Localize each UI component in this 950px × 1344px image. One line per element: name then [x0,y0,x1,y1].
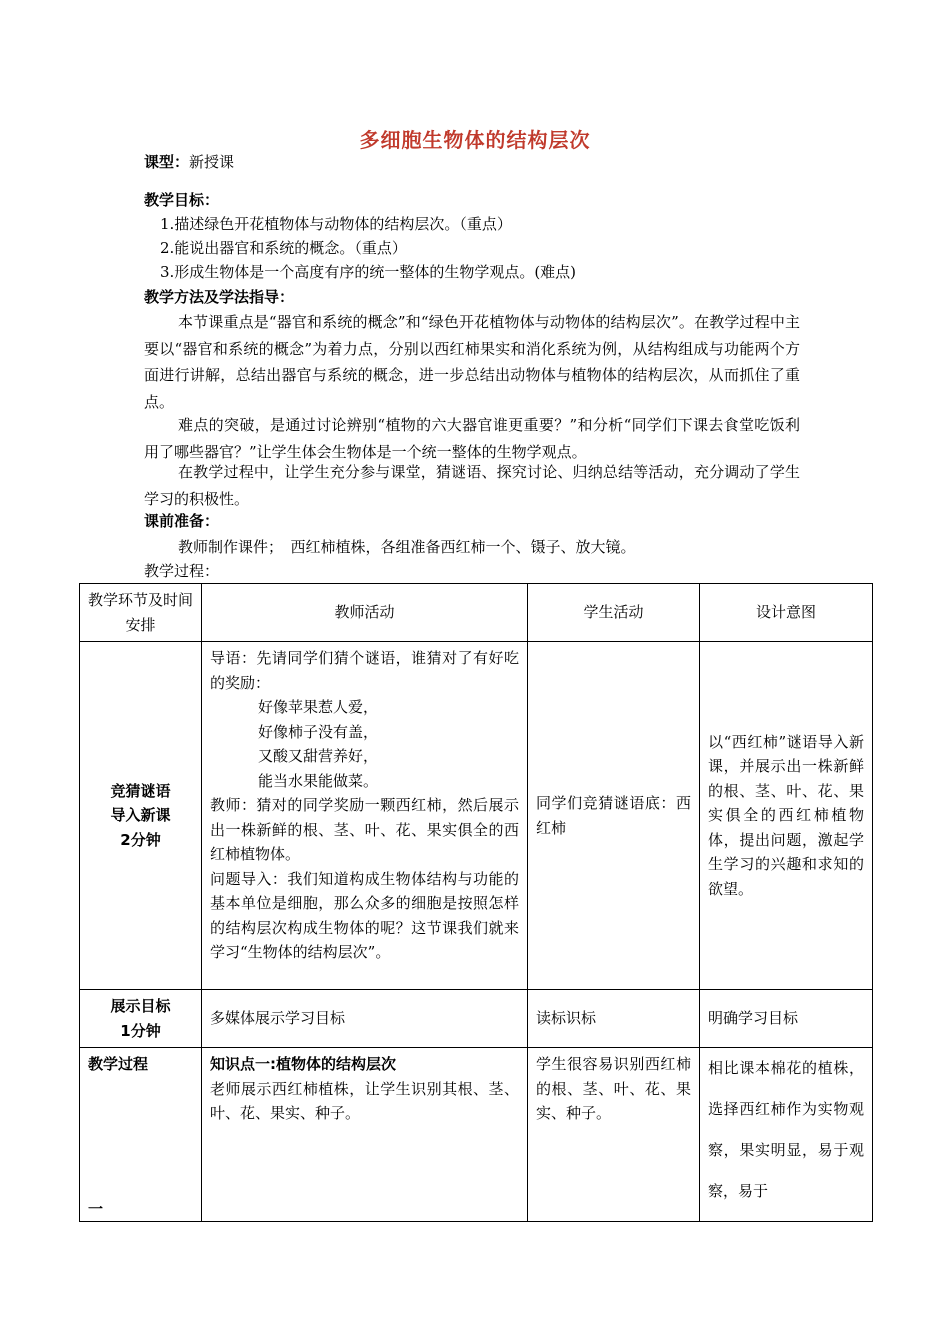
stage-line: 展示目标 [110,997,171,1015]
lesson-type-value: 新授课 [189,153,235,171]
stage-cell [80,642,202,990]
riddle-line: 又酸又甜营养好， [258,747,379,765]
riddle-line: 好像柿子没有盖， [258,722,379,741]
lesson-type-label: 课型： [144,153,190,171]
stage-cell [80,990,202,1048]
design-intent-cell: 明确学习目标 [700,990,873,1048]
objectives-heading: 教学目标： [144,191,220,209]
student-activity-cell: 读标识标 [528,990,700,1048]
preparation-heading: 课前准备： [144,512,220,530]
table-row [80,990,873,1048]
knowledge-point-heading: 知识点一:植物体的结构层次 [210,1055,396,1073]
student-activity-cell: 学生很容易识别西红柿的根、茎、叶、花、果实、种子。 [528,1048,700,1222]
stage-line: 2分钟 [120,830,161,849]
header-stage: 教学环节及时间安排 [80,584,202,642]
teaching-process-table [79,583,873,1222]
stage-cell [80,1048,202,1222]
table-row [80,642,873,990]
design-intent-cell: 相比课本棉花的植株，选择西红柿作为实物观察，果实明显，易于观察，易于 [700,1048,873,1222]
riddle-line: 能当水果能做菜。 [258,771,379,790]
teacher-question: 问题导入：我们知道构成生物体结构与功能的基本单位是细胞，那么众多的细胞是按照怎样的结构层次构成生物体的呢？这节课我们就来学习“生物体的结构层次”。 [210,869,519,961]
methods-paragraph: 在教学过程中，让学生充分参与课堂，猜谜语、探究讨论、归纳总结等活动，充分调动了学生学习的积极性。 [144,463,800,508]
stage-line: 导入新课 [110,806,171,825]
stage-line: 竞猜谜语 [110,781,171,800]
preparation-text: 教师制作课件； 西红柿植株，各组准备西红柿一个、镊子、放大镜。 [178,538,636,556]
table-row [80,1048,873,1222]
header-teacher: 教师活动 [202,584,528,642]
teacher-activity-cell: 多媒体展示学习目标 [202,990,528,1048]
header-intent: 设计意图 [700,584,873,642]
stage-line: 教学过程 [88,1055,149,1073]
stage-line: 1分钟 [120,1021,161,1040]
teacher-activity-cell [202,1048,528,1222]
student-activity-cell: 同学们竞猜谜语底：西红柿 [528,642,700,990]
table-header-row [80,584,873,642]
document-title: 多细胞生物体的结构层次 [359,128,591,152]
objective-item: 3.形成生物体是一个高度有序的统一整体的生物学观点。(难点) [160,263,577,281]
teacher-intro: 导语：先请同学们猜个谜语，谁猜对了有好吃的奖励： [210,649,519,692]
teacher-activity-cell [202,642,528,990]
design-intent-cell: 以“西红柿”谜语导入新课，并展示出一株新鲜的根、茎、叶、花、果实俱全的西红柿植物体，提出问题，激起学生学习的兴趣和求知的欲望。 [700,642,873,990]
process-label: 教学过程： [144,562,220,580]
methods-paragraph: 难点的突破，是通过讨论辨别“植物的六大器官谁更重要？”和分析“同学们下课去食堂吃饭利用了哪些器官？”让学生体会生物体是一个统一整体的生物学观点。 [144,416,800,461]
methods-heading: 教学方法及学法指导： [144,288,295,306]
stage-line-tail: 一 [88,1199,104,1218]
objective-item: 1.描述绿色开花植物体与动物体的结构层次。（重点） [160,215,512,233]
objective-item: 2.能说出器官和系统的概念。（重点） [160,239,407,257]
methods-paragraph: 本节课重点是“器官和系统的概念”和“绿色开花植物体与动物体的结构层次”。在教学过程中主要以“器官和系统的概念”为着力点，分别以西红柿果实和消化系统为例，从结构组成与功能两个方面进行讲解，总结出器官与系统的概念，进一步总结出动物体与植物体的结构层次，从而抓住了重点。 [144,313,800,411]
riddle-line: 好像苹果惹人爱， [258,698,379,716]
teacher-action: 教师：猜对的同学奖励一颗西红柿，然后展示出一株新鲜的根、茎、叶、花、果实俱全的西红柿植物体。 [210,796,519,863]
lesson-type-line [144,150,804,174]
header-student: 学生活动 [528,584,700,642]
teacher-action: 老师展示西红柿植株，让学生识别其根、茎、叶、花、果实、种子。 [210,1079,519,1122]
